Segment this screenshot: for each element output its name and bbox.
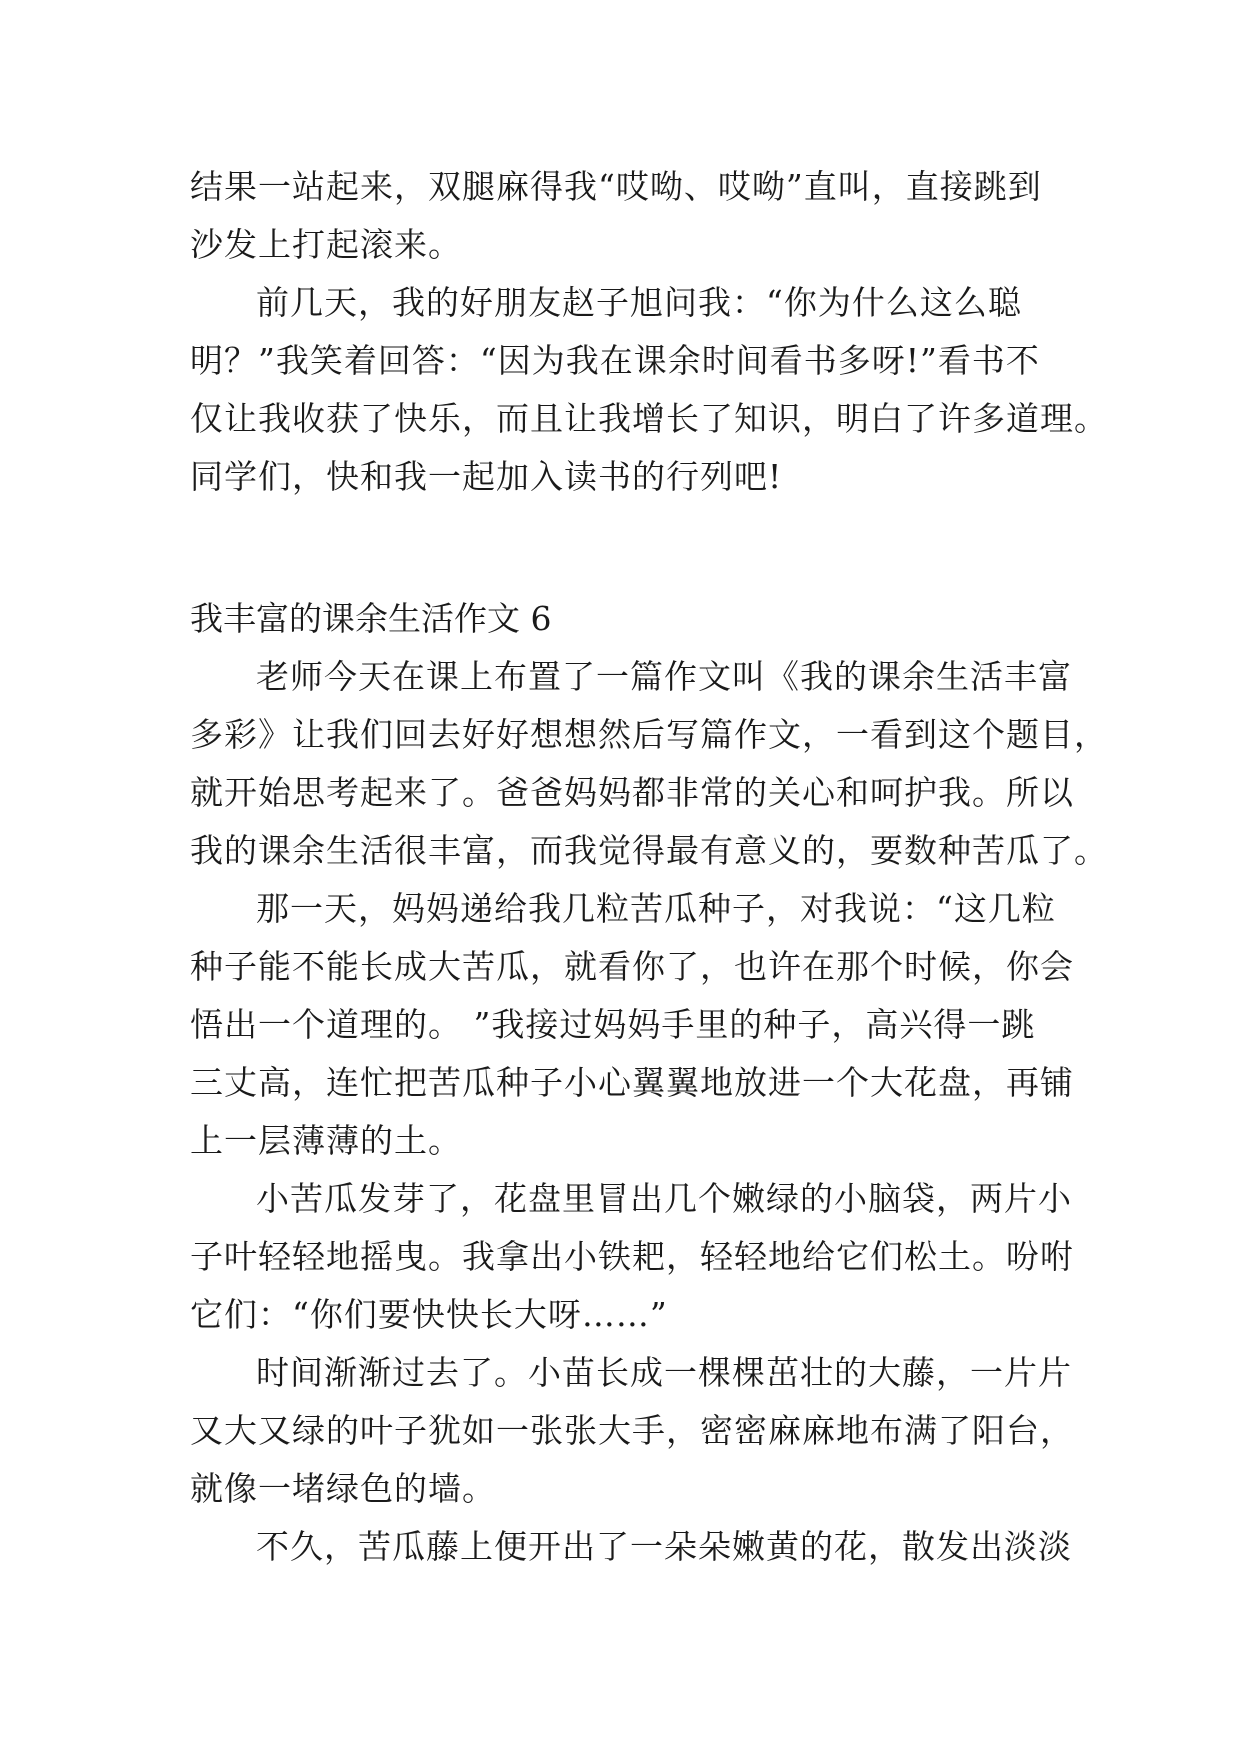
text-line: 上一层薄薄的土。 xyxy=(190,1121,462,1160)
text-line: 小苦瓜发芽了，花盘里冒出几个嫩绿的小脑袋，两片小 xyxy=(256,1179,1072,1218)
text-line: 老师今天在课上布置了一篇作文叫《我的课余生活丰富 xyxy=(256,657,1072,696)
text-line: 不久，苦瓜藤上便开出了一朵朵嫩黄的花，散发出淡淡 xyxy=(256,1527,1072,1566)
text-line: 又大又绿的叶子犹如一张张大手，密密麻麻地布满了阳台， xyxy=(190,1411,1074,1450)
text-line: 同学们，快和我一起加入读书的行列吧! xyxy=(190,457,783,496)
section-title: 我丰富的课余生活作文 6 xyxy=(190,599,552,638)
text-line: 就开始思考起来了。爸爸妈妈都非常的关心和呵护我。所以 xyxy=(190,773,1074,812)
paragraph xyxy=(190,274,1108,506)
paragraph xyxy=(190,880,1074,1170)
paragraph-continued xyxy=(190,158,1052,274)
text-line: 悟出一个道理的。 ”我接过妈妈手里的种子，高兴得一跳 xyxy=(190,1005,1036,1044)
text-line: 它们：“你们要快快长大呀……” xyxy=(190,1295,668,1334)
text-line: 时间渐渐过去了。小苗长成一棵棵茁壮的大藤，一片片 xyxy=(256,1353,1072,1392)
section-gap xyxy=(190,506,1052,590)
paragraph xyxy=(190,1518,1072,1576)
text-line: 那一天，妈妈递给我几粒苦瓜种子，对我说：“这几粒 xyxy=(256,889,1056,928)
document-page xyxy=(190,158,1108,1576)
paragraph xyxy=(190,1170,1074,1344)
text-line: 仅让我收获了快乐，而且让我增长了知识，明白了许多道理。 xyxy=(190,399,1108,438)
text-line: 子叶轻轻地摇曳。我拿出小铁耙，轻轻地给它们松土。吩咐 xyxy=(190,1237,1074,1276)
text-line: 结果一站起来，双腿麻得我“哎呦、哎呦”直叫，直接跳到 xyxy=(190,167,1042,206)
paragraph xyxy=(190,648,1108,880)
text-line: 就像一堵绿色的墙。 xyxy=(190,1469,496,1508)
text-line: 多彩》让我们回去好好想想然后写篇作文，一看到这个题目， xyxy=(190,715,1108,754)
paragraph xyxy=(190,1344,1074,1518)
text-line: 我的课余生活很丰富，而我觉得最有意义的，要数种苦瓜了。 xyxy=(190,831,1108,870)
text-line: 三丈高，连忙把苦瓜种子小心翼翼地放进一个大花盘，再铺 xyxy=(190,1063,1074,1102)
text-line: 沙发上打起滚来。 xyxy=(190,225,462,264)
text-line: 前几天，我的好朋友赵子旭问我：“你为什么这么聪 xyxy=(256,283,1022,322)
text-line: 种子能不能长成大苦瓜，就看你了，也许在那个时候，你会 xyxy=(190,947,1074,986)
text-line: 明？”我笑着回答：“因为我在课余时间看书多呀!”看书不 xyxy=(190,341,1040,380)
